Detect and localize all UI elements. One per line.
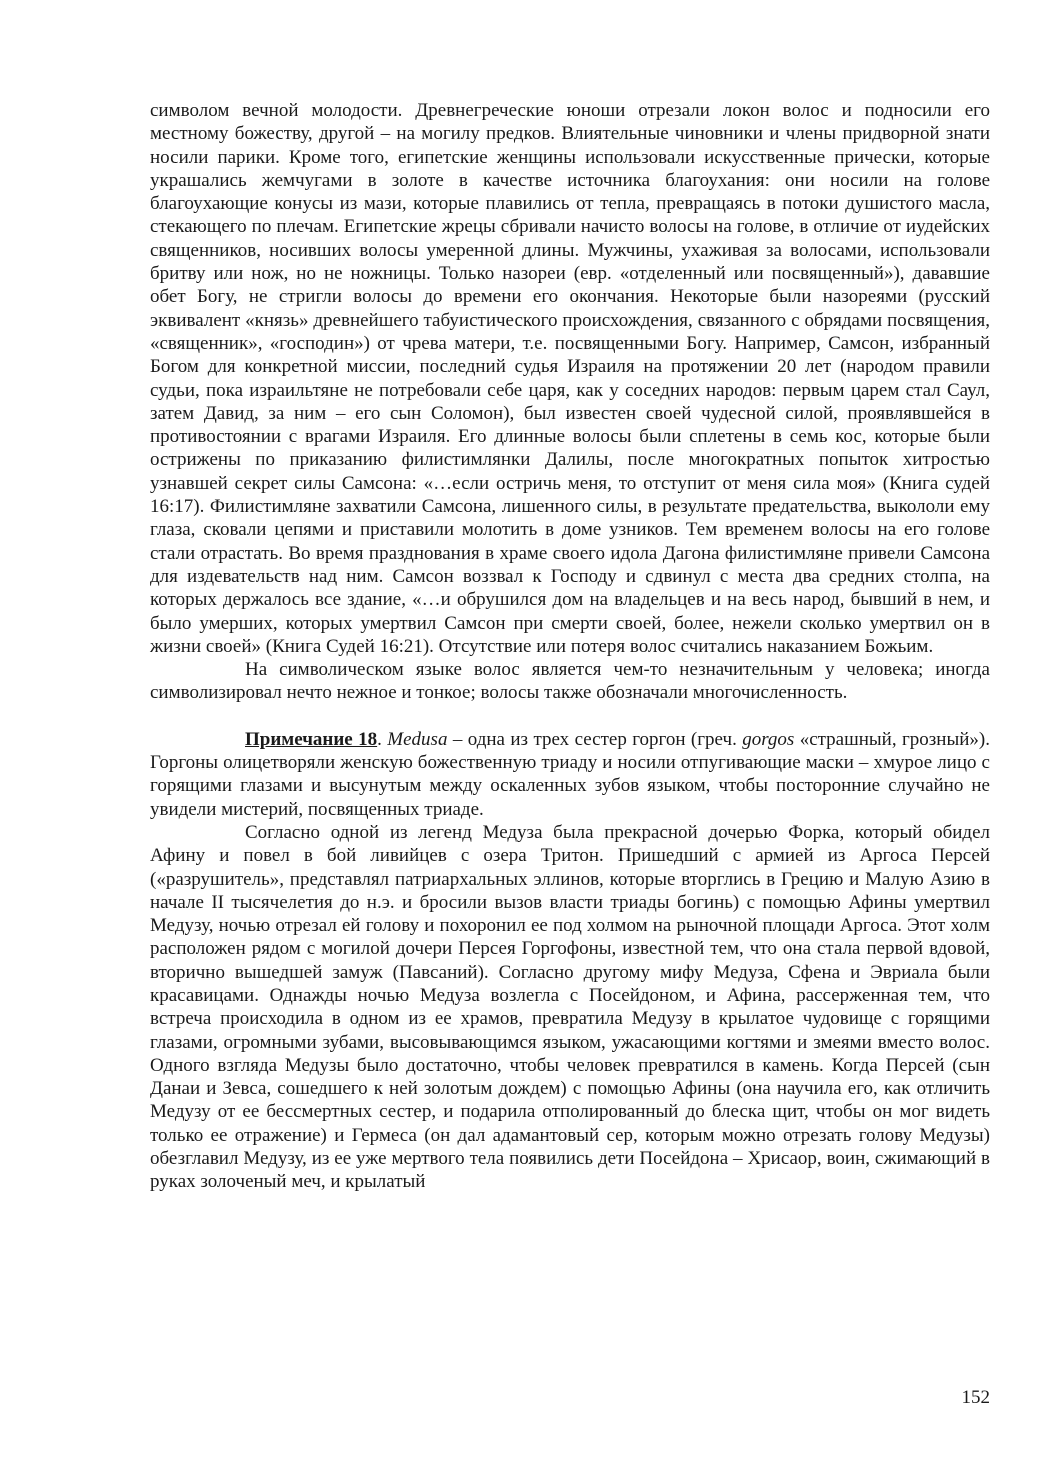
paragraph-hair-symbolism: На символическом языке волос является чем-то незначительным у человека; иногда символизировал нечто нежное и тонкое; волосы также обозначали многочисленность. (150, 659, 990, 704)
note-separator: . (377, 728, 388, 750)
note-label: Примечание 18 (245, 728, 378, 750)
page-number: 152 (961, 1387, 990, 1408)
note-18-paragraph (150, 728, 990, 821)
paragraph-samson: символом вечной молодости. Древнегреческие юноши отрезали локон волос и подносили его местному божеству, другой – на могилу предков. Влиятельные чиновники и члены придворной знати носили парики. Кроме того, египетские женщины использовали искусственные прически, которые украшались жемчугами в золоте в качестве источника благоухания: они носили на голове благоухающие конусы из мази, которые плавились от тепла, превращаясь в потоки душистого масла, стекающего по плечам. Египетские жрецы сбривали начисто волосы на голове, в отличие от иудейских священников, носивших волосы умеренной длины. Мужчины, ухаживая за волосами, использовали бритву или нож, но не ножницы. Только назореи (евр. «отделенный или посвященный»), дававшие обет Богу, не стригли волосы до времени его окончания. Некоторые были назореями (русский эквивалент «князь» древнейшего табуистического происхождения, связанного с обрядами посвящения, «священник», «господин») от чрева матери, т.е. посвященными Богу. Например, Самсон, избранный Богом для конкретной миссии, последний судья Израиля на протяжении 20 лет (народом правили судьи, пока израильтяне не потребовали себе царя, как у соседних народов: первым царем стал Саул, затем Давид, за ним – его сын Соломон), был известен своей чудесной силой, проявлявшейся в противостоянии с врагами Израиля. Его длинные волосы были сплетены в семь кос, которые были острижены по приказанию филистимлянки Далилы, после многократных попыток хитростью узнавшей секрет силы Самсона: «…если остричь меня, то отступит от меня сила моя» (Книга судей 16:17). Филистимляне захватили Самсона, лишенного силы, в результате предательства, выкололи ему глаза, сковали цепями и приставили молотить в доме узников. Тем временем волосы на его голове стали отрастать. Во время празднования в храме своего идола Дагона филистимляне привели Самсона для издевательств над ним. Самсон воззвал к Господу и сдвинул с места два средних столпа, на которых держалось все здание, «…и обрушился дом на владельцев и на весь народ, бывший в нем, и было умерших, которых умертвил Самсон при смерти своей, более, нежели сколько умертвил он в жизни своей» (Книга Судей 16:21). Отсутствие или потеря волос считались наказанием Божьим. (150, 100, 990, 657)
note-text-b: «страшный, грозный»). Горгоны олицетворяли женскую божественную триаду и носили отпугивающие маски – хмурое лицо с горящими глазами и высунутым между оскаленных зубов языком, чтобы посторонние случайно не увидели мистерий, посвященных триаде. (150, 728, 990, 820)
note-term-gorgos: gorgos (742, 728, 795, 750)
document-body (150, 99, 990, 1194)
paragraph-spacer (150, 705, 990, 728)
paragraph-medusa-legend: Согласно одной из легенд Медуза была прекрасной дочерью Форка, который обидел Афину и повел в бой ливийцев с озера Тритон. Пришедший с армией из Аргоса Персей («разрушитель», представлял патриархальных эллинов, которые вторглись в Грецию и Малую Азию в начале II тысячелетия до н.э. и бросили вызов власти триады богинь) с помощью Афины умертвил Медузу, ночью отрезал ей голову и похоронил ее под холмом на рыночной площади Аргоса. Этот холм расположен рядом с могилой дочери Персея Горгофоны, известной тем, что она стала первой вдовой, вторично вышедшей замуж (Павсаний). Согласно другому мифу Медуза, Сфена и Эвриала были красавицами. Однажды ночью Медуза возлегла с Посейдоном, и Афина, рассерженная тем, что встреча происходила в одном из ее храмов, превратила Медузу в крылатое чудовище с горящими глазами, огромными зубами, высовывающимся языком, ужасающими когтями и змеями вместо волос. Одного взгляда Медузы было достаточно, чтобы человек превратился в камень. Когда Персей (сын Данаи и Зевса, сошедшего к ней золотым дождем) с помощью Афины (она научила его, как отличить Медузу от ее бессмертных сестер, и подарила отполированный до блеска щит, чтобы он мог видеть только ее отражение) и Гермеса (он дал адамантовый сер, которым можно отрезать голову Медузы) обезглавил Медузу, из ее уже мертвого тела появились дети Посейдона – Хрисаор, воин, сжимающий в руках золоченый меч, и крылатый (150, 821, 990, 1193)
note-text-a: – одна из трех сестер горгон (греч. (447, 728, 743, 750)
note-term-medusa: Medusa (387, 728, 448, 750)
